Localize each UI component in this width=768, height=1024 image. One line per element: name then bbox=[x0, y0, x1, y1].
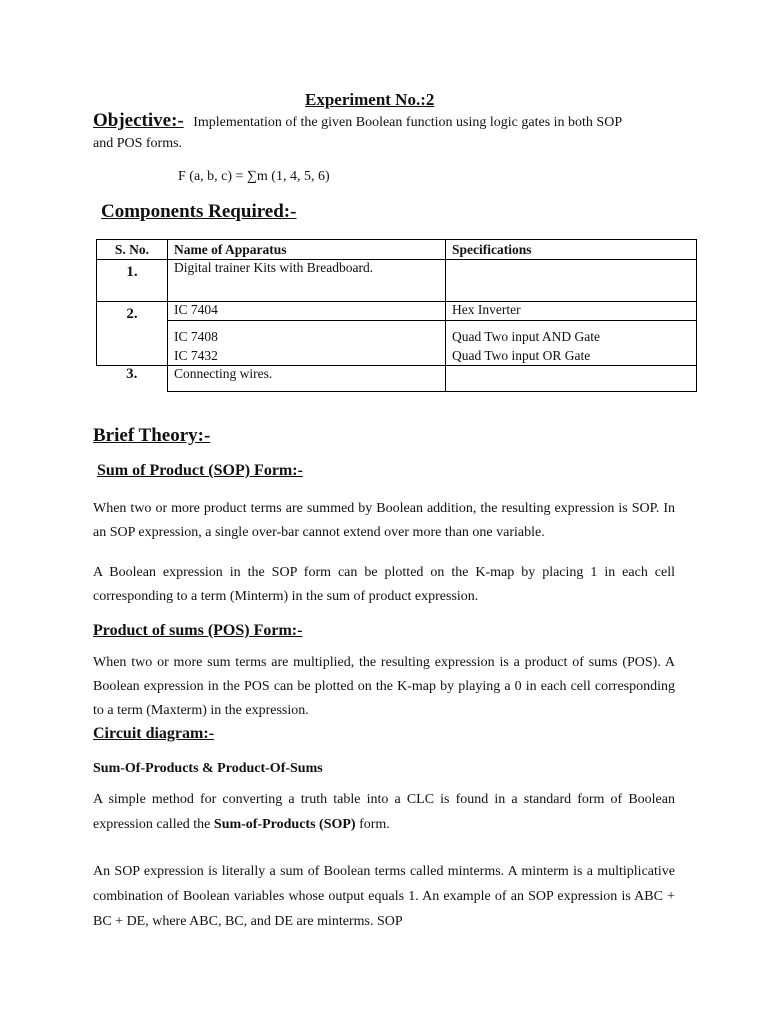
table-row bbox=[97, 366, 697, 392]
cell-spec bbox=[446, 321, 697, 366]
objective-text: Implementation of the given Boolean function using logic gates in both SOP bbox=[193, 115, 623, 130]
sop-heading: Sum of Product (SOP) Form:- bbox=[97, 462, 303, 479]
cell-name: IC 7404 bbox=[168, 302, 446, 321]
cell-sno: 3. bbox=[97, 366, 168, 392]
table-row bbox=[97, 321, 697, 366]
objective-heading: Objective:- bbox=[93, 110, 184, 131]
components-heading: Components Required:- bbox=[101, 201, 297, 222]
cell-name-line: IC 7408 bbox=[174, 329, 218, 344]
components-table bbox=[96, 239, 697, 392]
page-title: Experiment No.:2 bbox=[305, 90, 435, 109]
pos-paragraph-1: When two or more sum terms are multiplied, the resulting expression is a product of sums (POS). A Boolean expression in the POS can be plotted on the K-map by playing a 0 in each cell corresponding to a term (Maxterm) in the expression. bbox=[93, 655, 675, 718]
boolean-function: F (a, b, c) = ∑m (1, 4, 5, 6) bbox=[178, 169, 330, 184]
cell-spec bbox=[446, 366, 697, 392]
cell-name-line: IC 7432 bbox=[174, 348, 218, 363]
table-row bbox=[97, 302, 697, 321]
cell-spec bbox=[446, 260, 697, 302]
cell-sno: 2. bbox=[97, 302, 168, 366]
sop-paragraph-2: A Boolean expression in the SOP form can be plotted on the K-map by placing 1 in each cell corresponding to a term (Minterm) in the sum of product expression. bbox=[93, 565, 675, 604]
table-row bbox=[97, 260, 697, 302]
table-header-row bbox=[97, 240, 697, 260]
circuit-paragraph-2: An SOP expression is literally a sum of Boolean terms called minterms. A minterm is a multiplicative combination of Boolean variables whose output equals 1. An example of an SOP expression is ABC + BC + DE, where ABC, BC, and DE are minterms. SOP bbox=[93, 864, 675, 929]
cell-spec: Hex Inverter bbox=[446, 302, 697, 321]
objective-line bbox=[93, 110, 622, 132]
circuit-paragraph-1 bbox=[93, 787, 675, 837]
circuit-paragraph-1-end: form. bbox=[355, 817, 390, 832]
circuit-subheading: Sum-Of-Products & Product-Of-Sums bbox=[93, 761, 323, 776]
circuit-paragraph-1-text: A simple method for converting a truth table into a CLC is found in a standard form of Boolean expression called the bbox=[93, 792, 675, 832]
objective-text-cont: and POS forms. bbox=[93, 136, 183, 151]
col-header-name: Name of Apparatus bbox=[168, 240, 446, 260]
circuit-heading: Circuit diagram:- bbox=[93, 725, 215, 742]
theory-heading: Brief Theory:- bbox=[93, 425, 211, 446]
col-header-spec: Specifications bbox=[446, 240, 697, 260]
sop-paragraph-1: When two or more product terms are summed by Boolean addition, the resulting expression is SOP. In an SOP expression, a single over-bar cannot extend over more than one variable. bbox=[93, 501, 675, 540]
pos-heading: Product of sums (POS) Form:- bbox=[93, 622, 303, 639]
cell-name bbox=[168, 321, 446, 366]
col-header-sno: S. No. bbox=[97, 240, 168, 260]
cell-spec-line: Quad Two input AND Gate bbox=[452, 329, 601, 344]
circuit-paragraph-1-bold: Sum-of-Products (SOP) bbox=[213, 817, 356, 832]
cell-spec-line: Quad Two input OR Gate bbox=[452, 348, 591, 363]
cell-name: Digital trainer Kits with Breadboard. bbox=[168, 260, 446, 302]
cell-sno: 1. bbox=[97, 260, 168, 302]
cell-name: Connecting wires. bbox=[168, 366, 446, 392]
